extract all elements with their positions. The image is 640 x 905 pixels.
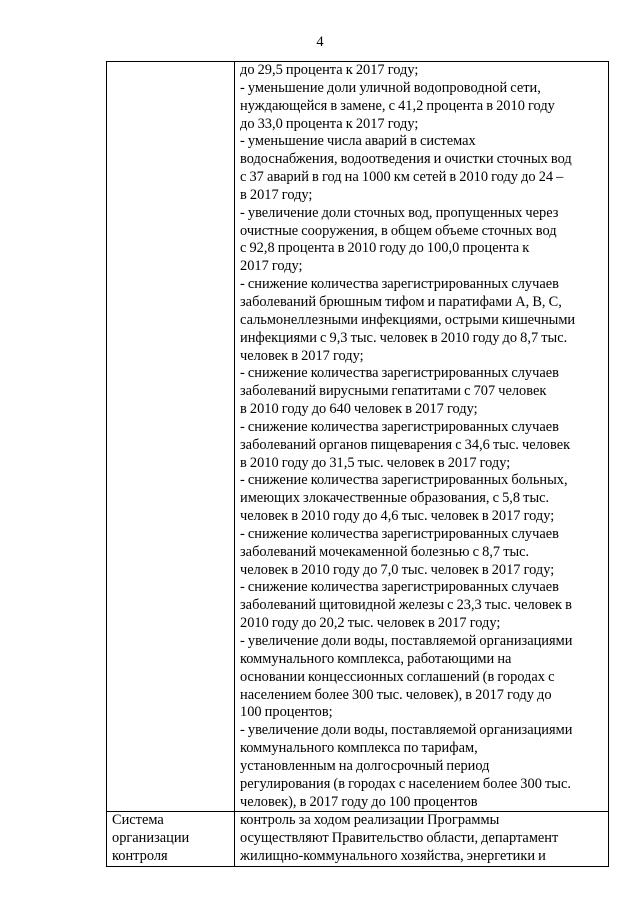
content-line: до 33,0 процента к 2017 году; xyxy=(240,115,419,132)
page-number: 4 xyxy=(316,34,324,50)
content-line: - уменьшение числа аварий в системах xyxy=(240,133,476,150)
content-line: человек), в 2017 году до 100 процентов xyxy=(240,793,478,810)
content-line: 2017 году; xyxy=(240,258,303,275)
content-line: - снижение количества зарегистрированных больных, xyxy=(240,472,568,489)
content-line: - снижение количества зарегистрированных случаев xyxy=(240,276,559,293)
content-line: жилищно-коммунального хозяйства, энергетики и xyxy=(240,848,546,865)
content-line: - снижение количества зарегистрированных случаев xyxy=(240,579,559,596)
content-line: с 92,8 процента в 2010 году до 100,0 процента к xyxy=(240,240,530,257)
content-line: 100 процентов; xyxy=(240,704,333,721)
content-line: - увеличение доли воды, поставляемой организациями xyxy=(240,722,573,739)
content-line: инфекциями с 9,3 тыс. человек в 2010 году до 8,7 тыс. xyxy=(240,329,568,346)
table-row-targets xyxy=(107,62,609,812)
content-line: сальмонеллезными инфекциями, острыми кишечными xyxy=(240,311,576,328)
content-line: коммунального комплекса по тарифам, xyxy=(240,740,478,757)
targets-content-cell xyxy=(235,62,609,812)
content-line: человек в 2010 году до 4,6 тыс. человек в 2017 году; xyxy=(240,508,555,525)
content-line: осуществляют Правительство области, департамент xyxy=(240,830,559,847)
table-row-control-system xyxy=(107,812,609,867)
content-line: контроль за ходом реализации Программы xyxy=(240,812,500,829)
content-line: основании концессионных соглашений (в городах с xyxy=(240,668,555,685)
content-line: человек в 2017 году; xyxy=(240,347,364,364)
content-line: заболеваний мочекаменной болезнью с 8,7 тыс. xyxy=(240,543,530,560)
content-line: в 2010 году до 640 человек в 2017 году; xyxy=(240,401,478,418)
content-line: в 2017 году; xyxy=(240,186,313,203)
content-line: регулирования (в городах с населением более 300 тыс. xyxy=(240,775,571,792)
content-line: заболеваний брюшным тифом и паратифами А, В, С, xyxy=(240,293,562,310)
content-line: в 2010 году до 31,5 тыс. человек в 2017 году; xyxy=(240,454,511,471)
content-line: с 37 аварий в год на 1000 км сетей в 2010 году до 24 – xyxy=(240,169,564,186)
content-line: имеющих злокачественные образования, с 5,8 тыс. xyxy=(240,490,550,507)
content-line: населением более 300 тыс. человек), в 2017 году до xyxy=(240,686,552,703)
content-line: - снижение количества зарегистрированных случаев xyxy=(240,525,559,542)
content-line: заболеваний вирусными гепатитами с 707 человек xyxy=(240,383,547,400)
row-label-cell xyxy=(107,812,235,867)
content-line: - снижение количества зарегистрированных случаев xyxy=(240,365,559,382)
row-label-cell xyxy=(107,62,235,812)
content-line: - снижение количества зарегистрированных случаев xyxy=(240,418,559,435)
content-line: заболеваний органов пищеварения с 34,6 тыс. человек xyxy=(240,436,571,453)
row-label-line: Система xyxy=(112,812,164,829)
control-system-content-cell xyxy=(235,812,609,867)
content-line: 2010 году до 20,2 тыс. человек в 2017 году; xyxy=(240,615,501,632)
content-line: человек в 2010 году до 7,0 тыс. человек в 2017 году; xyxy=(240,561,555,578)
content-line: водоснабжения, водоотведения и очистки сточных вод xyxy=(240,151,572,168)
content-line: до 29,5 процента к 2017 году; xyxy=(240,62,419,78)
program-passport-table xyxy=(106,61,609,867)
content-line: - увеличение доли воды, поставляемой организациями xyxy=(240,633,573,649)
content-line: - увеличение доли сточных вод, пропущенных через xyxy=(240,204,559,221)
content-line: заболеваний щитовидной железы с 23,3 тыс. человек в xyxy=(240,597,572,614)
row-label-line: контроля xyxy=(112,848,168,865)
content-line: - уменьшение доли уличной водопроводной сети, xyxy=(240,79,541,96)
content-line: нуждающейся в замене, с 41,2 процента в 2010 году xyxy=(240,97,555,114)
content-line: коммунального комплекса, работающими на xyxy=(240,650,512,667)
row-label-line: организации xyxy=(112,830,190,847)
content-line: установленным на долгосрочный период xyxy=(240,757,490,774)
content-line: очистные сооружения, в общем объеме сточных вод xyxy=(240,222,557,239)
